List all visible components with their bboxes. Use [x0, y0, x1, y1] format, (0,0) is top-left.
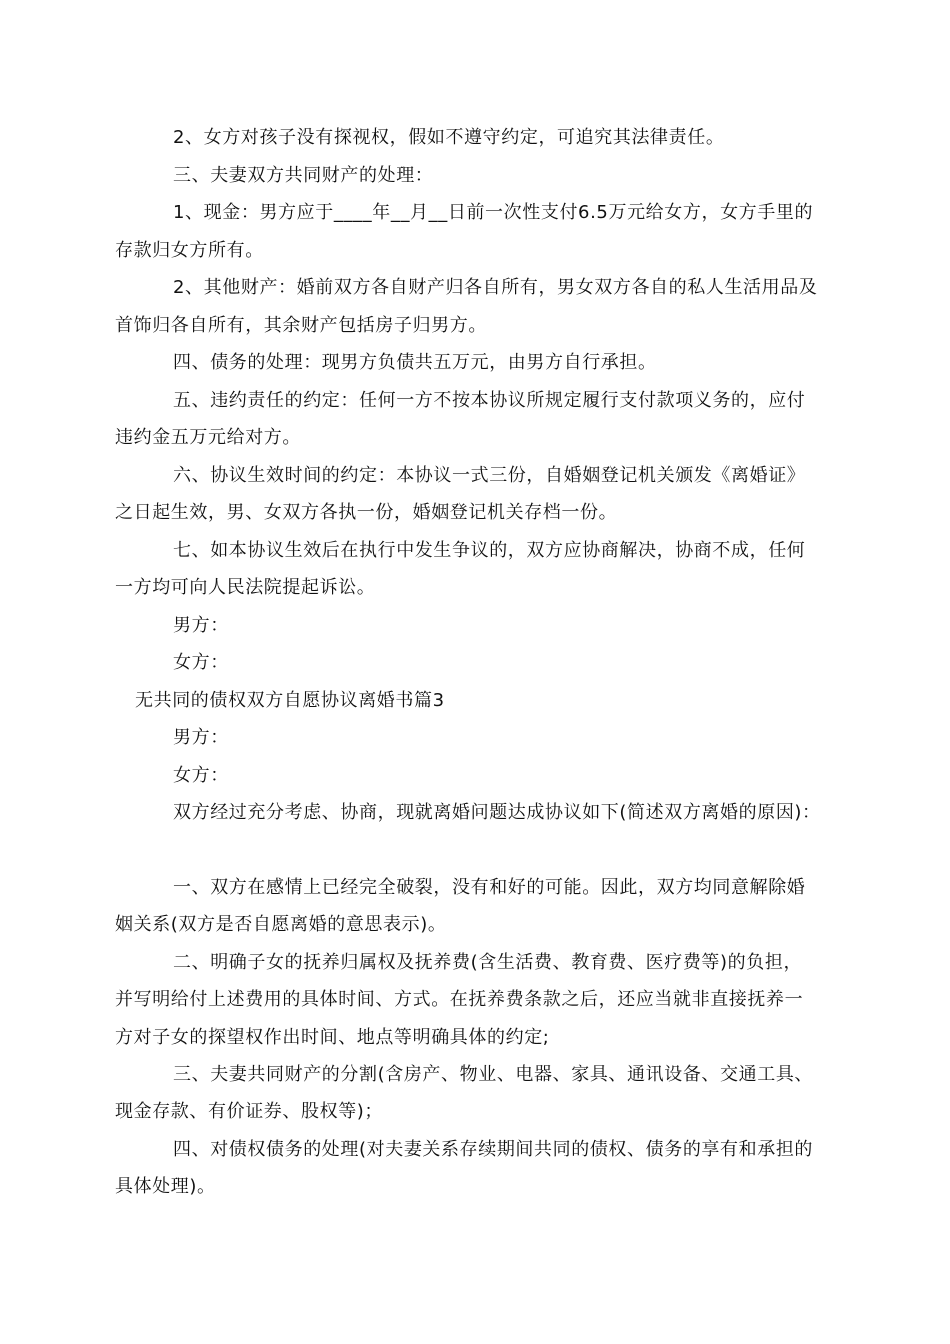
paragraph-line: 现金存款、有价证券、股权等)；	[115, 1101, 384, 1122]
section-heading: 一、双方在感情上已经完全破裂，没有和好的可能。因此，双方均同意解除婚	[173, 877, 806, 898]
section-heading: 三、夫妻共同财产的分割(含房产、物业、电器、家具、通讯设备、交通工具、	[173, 1064, 814, 1085]
section-heading: 七、如本协议生效后在执行中发生争议的，双方应协商解决，协商不成，任何	[173, 540, 806, 561]
paragraph-line: 并写明给付上述费用的具体时间、方式。在抚养费条款之后，还应当就非直接抚养一	[115, 989, 804, 1010]
paragraph-line: 1、现金：男方应于____年__月__日前一次性支付6.5万元给女方，女方手里的	[173, 202, 814, 223]
section-heading: 四、债务的处理：现男方负债共五万元，由男方自行承担。	[173, 352, 657, 373]
paragraph-line: 方对子女的探望权作出时间、地点等明确具体的约定;	[115, 1027, 550, 1048]
paragraph-line: 姻关系(双方是否自愿离婚的意思表示)。	[115, 914, 447, 935]
section-heading: 四、对债权债务的处理(对夫妻关系存续期间共同的债权、债务的享有和承担的	[173, 1139, 814, 1160]
paragraph-line: 之日起生效，男、女双方各执一份，婚姻登记机关存档一份。	[115, 502, 618, 523]
paragraph-line: 一方均可向人民法院提起诉讼。	[115, 577, 376, 598]
paragraph-line: 2、其他财产：婚前双方各自财产归各自所有，男女双方各自的私人生活用品及	[173, 277, 818, 298]
paragraph-line: 首饰归各自所有，其余财产包括房子归男方。	[115, 315, 487, 336]
signature-label-male: 男方：	[173, 727, 229, 748]
document-title: 无共同的债权双方自愿协议离婚书篇3	[135, 690, 445, 711]
paragraph-line: 2、女方对孩子没有探视权，假如不遵守约定，可追究其法律责任。	[173, 127, 725, 148]
section-heading: 六、协议生效时间的约定：本协议一式三份，自婚姻登记机关颁发《离婚证》	[173, 465, 806, 486]
section-heading: 二、明确子女的抚养归属权及抚养费(含生活费、教育费、医疗费等)的负担，	[173, 952, 803, 973]
signature-label-male: 男方：	[173, 615, 229, 636]
paragraph-line: 双方经过充分考虑、协商，现就离婚问题达成协议如下(简述双方离婚的原因)：	[173, 802, 821, 823]
signature-label-female: 女方：	[173, 765, 229, 786]
signature-label-female: 女方：	[173, 652, 229, 673]
section-heading: 三、夫妻双方共同财产的处理：	[173, 165, 434, 186]
paragraph-line: 存款归女方所有。	[115, 240, 264, 261]
section-heading: 五、违约责任的约定：任何一方不按本协议所规定履行支付款项义务的，应付	[173, 390, 806, 411]
paragraph-line: 违约金五万元给对方。	[115, 427, 301, 448]
paragraph-line: 具体处理)。	[115, 1176, 216, 1197]
